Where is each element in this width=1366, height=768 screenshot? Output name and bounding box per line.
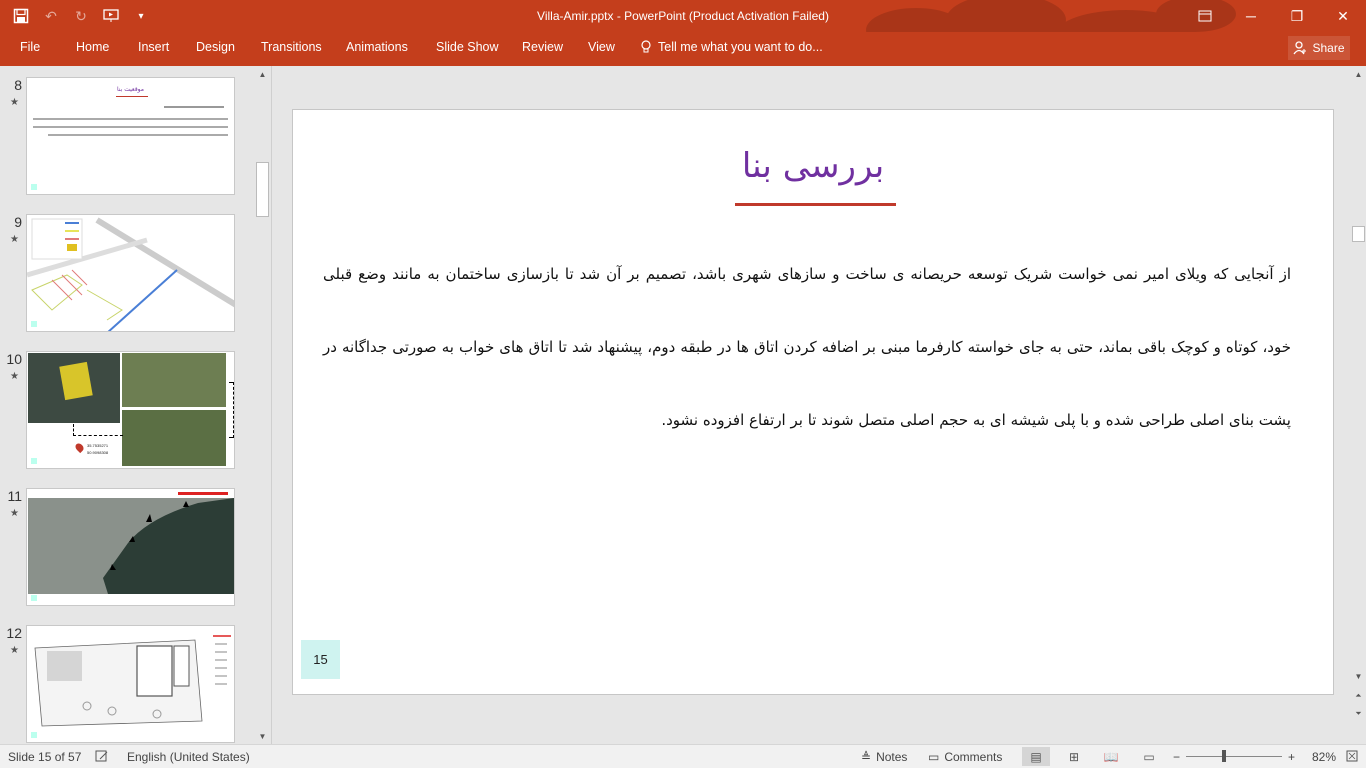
zoom-slider[interactable] [1186,756,1282,757]
thumbnail-title: موقعیت بنا [117,86,144,93]
language-indicator[interactable]: English (United States) [127,750,250,764]
thumbnail-number: 12 [6,625,22,641]
title-underline [735,203,896,206]
slide-title[interactable]: بررسی بنا [741,146,885,186]
share-button[interactable] [1288,36,1350,60]
thumbnail-number: 11 [7,488,22,504]
person-icon [1293,41,1307,55]
animation-star-icon[interactable]: ★ [10,371,19,382]
notes-label: Notes [876,750,908,764]
thumbnail-slide-12[interactable] [0,625,255,744]
scroll-up-icon[interactable]: ▲ [258,69,267,79]
thumbnail-image [26,77,235,195]
tell-me-box[interactable] [640,40,823,54]
slide-sorter-view-button[interactable]: ⊞ [1068,749,1080,764]
tab-insert[interactable]: Insert [138,40,170,54]
animation-star-icon[interactable]: ★ [10,645,19,656]
zoom-in-icon[interactable]: + [1288,750,1296,764]
slide-thumbnail-pane[interactable] [0,66,272,744]
slide-editing-area[interactable] [273,66,1350,744]
animation-star-icon[interactable]: ★ [10,234,19,245]
ribbon-tabs [0,32,1366,66]
notes-button[interactable] [861,750,907,764]
fit-slide-icon[interactable] [1346,750,1358,762]
animation-star-icon[interactable]: ★ [10,508,19,519]
customize-toolbar-icon[interactable]: ▾ [138,10,144,22]
window-title: Villa-Amir.pptx - PowerPoint (Product Activation Failed) [537,9,829,23]
thumbnail-slide-8[interactable] [0,77,255,199]
reading-view-button[interactable]: 📖 [1103,749,1119,764]
comment-icon: ▭ [928,750,940,764]
slide-counter[interactable]: Slide 15 of 57 [8,750,82,764]
thumbnail-number: 9 [14,214,22,230]
thumbnail-image [26,625,235,743]
title-bar [0,0,1366,32]
thumbnail-number: 10 [6,351,22,367]
tab-review[interactable]: Review [522,40,563,54]
spelling-check-icon[interactable] [95,750,109,762]
thumbnail-number: 8 [14,77,22,93]
share-label: Share [1312,41,1345,55]
previous-slide-icon[interactable]: ⏶ [1355,691,1362,700]
scrollbar-thumb[interactable] [256,162,269,217]
zoom-level[interactable]: 82% [1312,750,1337,764]
ribbon-display-options-icon[interactable] [1182,0,1228,32]
tab-home[interactable]: Home [76,40,110,54]
slide-scrollbar[interactable] [1350,66,1366,744]
minimize-icon[interactable]: ─ [1246,8,1256,24]
window-controls [1182,0,1366,32]
redo-icon[interactable]: ↻ [75,7,87,24]
normal-view-button[interactable]: ▤ [1022,747,1050,766]
comments-label: Comments [944,750,1003,764]
thumbnail-image [26,214,235,332]
thumbnail-image [26,488,235,606]
close-icon[interactable]: ✕ [1337,7,1349,24]
thumbnail-coordinate: 35.7535271 [87,443,109,448]
lightbulb-icon [640,40,652,54]
current-slide[interactable] [292,109,1334,695]
notes-icon: ≜ [861,750,872,764]
scroll-down-icon[interactable]: ▼ [1354,671,1363,681]
thumbnail-scrollbar[interactable] [254,66,271,744]
tab-transitions[interactable]: Transitions [261,40,322,54]
slideshow-view-button[interactable]: ▭ [1143,749,1155,764]
scroll-down-icon[interactable]: ▼ [258,731,267,741]
comments-button[interactable] [928,750,1002,764]
tab-design[interactable]: Design [196,40,235,54]
tab-slide-show[interactable]: Slide Show [436,40,499,54]
scrollbar-thumb[interactable] [1352,226,1365,242]
slide-body-text[interactable]: از آنجایی که ویلای امیر نمی خواست شریک توسعه حریصانه ی ساخت و سازهای شهری باشد، تصمیم بر آن شد تا بازسازی ساختمان به مانند وضع قبلی خود، کوتاه و کوچک باقی بماند، حتی به جای خواسته کارفرما مبنی بر اضافه کردن اتاق ها در طبقه دوم، پیشنهاد شد تا اتاق های خواب به صورتی جداگانه در پشت بنای اصلی طراحی شده و با پلی شیشه ای به حجم اصلی متصل شوند تا بر ارتفاع افزوده نشود. [323,265,1291,429]
zoom-out-icon[interactable]: − [1173,750,1181,764]
tell-me-text: Tell me what you want to do... [658,40,823,54]
tab-animations[interactable]: Animations [346,40,408,54]
thumbnail-slide-11[interactable] [0,488,255,610]
thumbnail-slide-10[interactable] [0,351,255,473]
tab-view[interactable]: View [588,40,615,54]
restore-icon[interactable]: ❐ [1290,7,1304,24]
thumbnail-slide-9[interactable] [0,214,255,336]
next-slide-icon[interactable]: ⏷ [1355,709,1362,718]
tab-file[interactable]: File [20,40,41,54]
status-bar [0,744,1366,768]
thumbnail-image [26,351,235,469]
zoom-slider-knob[interactable] [1222,750,1226,762]
scroll-up-icon[interactable]: ▲ [1354,69,1363,79]
animation-star-icon[interactable]: ★ [10,97,19,108]
slide-number-box[interactable]: 15 [301,640,340,679]
undo-icon[interactable]: ↶ [45,7,57,24]
thumbnail-coordinate: 50.9098308 [87,450,109,455]
